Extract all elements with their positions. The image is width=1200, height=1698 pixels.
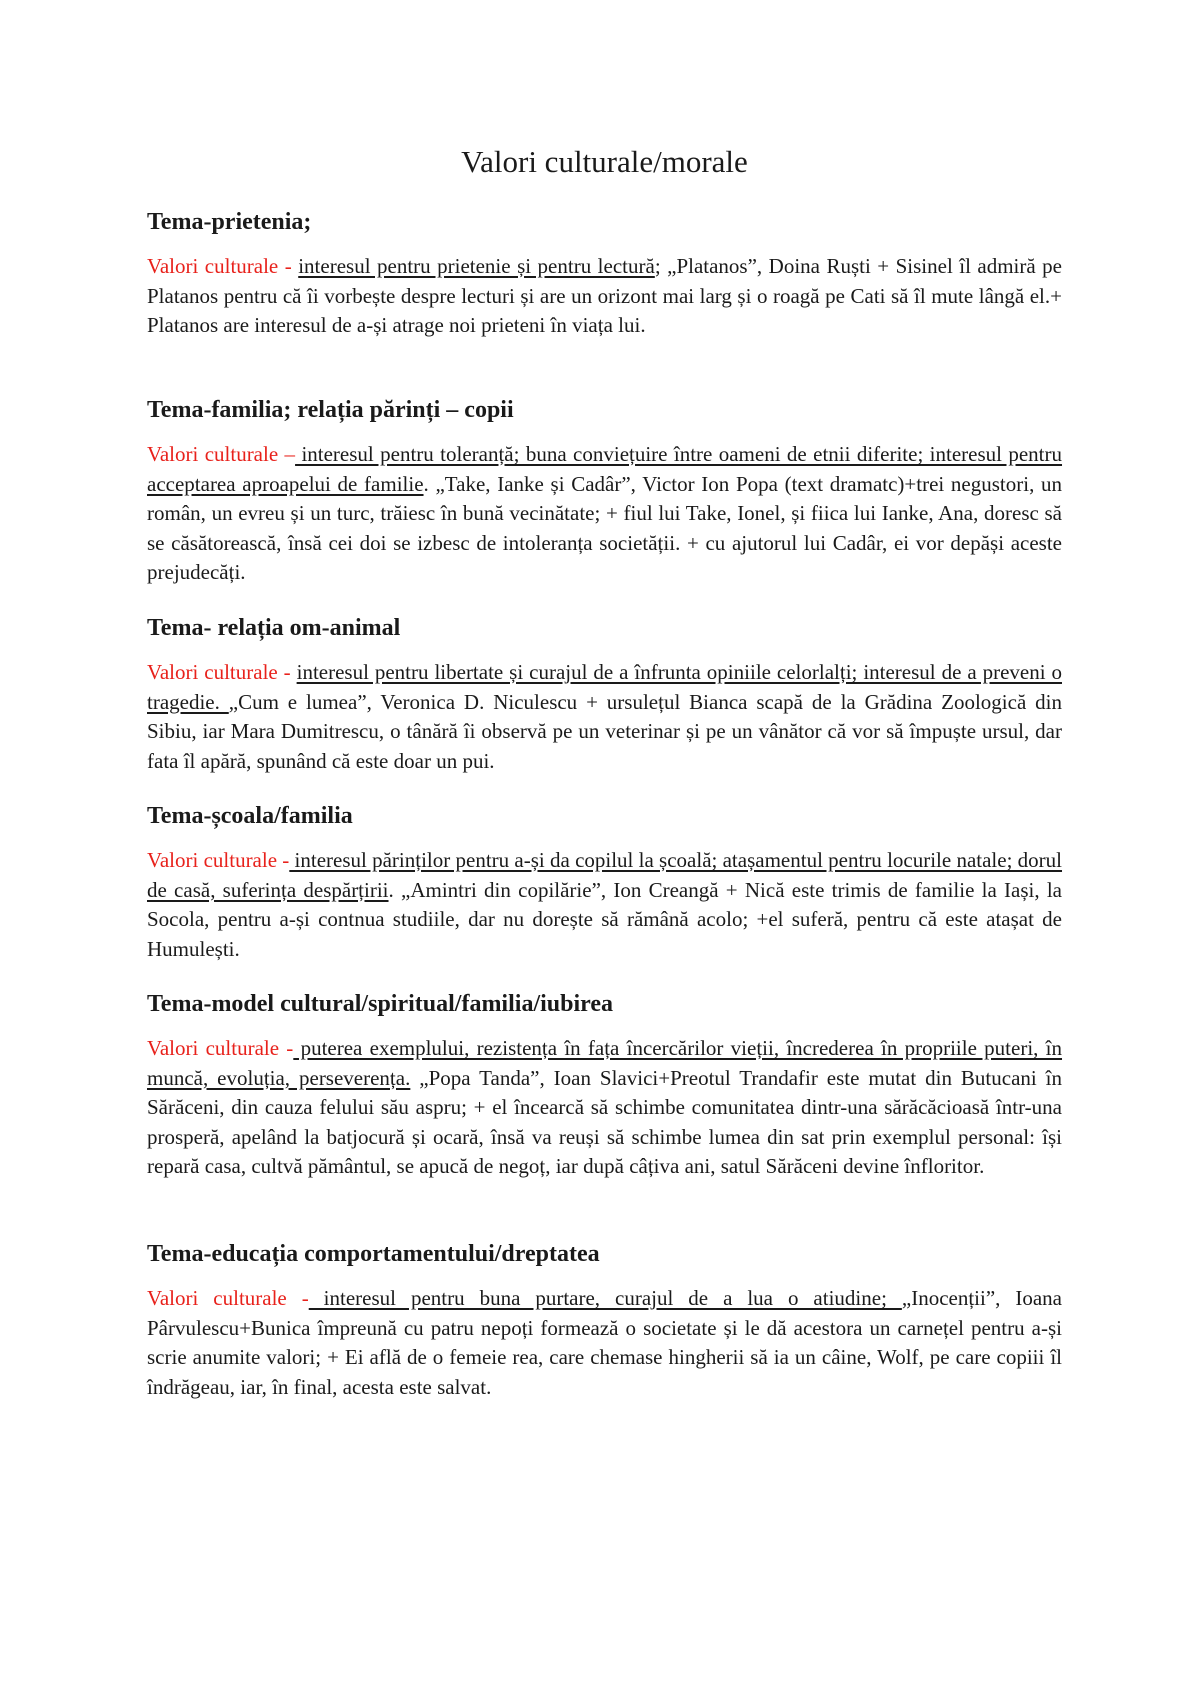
section-familia xyxy=(147,394,1062,588)
section-heading: Tema-școala/familia xyxy=(147,803,353,829)
underlined-values: interesul pentru libertate și curajul de a înfrunta opiniile celorlalți; interesul de a preveni o tragedie. xyxy=(147,660,1062,714)
section-paragraph xyxy=(147,846,1062,964)
section-model-cultural xyxy=(147,988,1062,1182)
section-heading: Tema-educația comportamentului/dreptatea xyxy=(147,1241,600,1267)
section-heading: Tema- relația om-animal xyxy=(147,615,401,641)
section-heading: Tema-model cultural/spiritual/familia/iubirea xyxy=(147,991,614,1017)
document-title: Valori culturale/morale xyxy=(461,144,748,179)
underlined-values: interesul pentru prietenie și pentru lectură xyxy=(298,254,655,278)
section-heading: Tema-familia; relația părinți – copii xyxy=(147,397,514,423)
section-paragraph xyxy=(147,1034,1062,1182)
label-dash: - xyxy=(279,1036,294,1060)
paragraph-text: „Popa Tanda”, Ioan Slavici+Preotul Trandafir este mutat din Butucani în Sărăceni, din cauza felului său aspru; + el încearcă să schimbe comunitatea dintr-una sărăcăcioasă într-una prosperă, apelând la batjocură și ocară, însă va reuși să schimbe lumea din sat prin exemplul personal: își repară casa, cultvă pământul, se apucă de negoț, iar după câțiva ani, satul Sărăceni devine înfloritor. xyxy=(147,1065,1062,1178)
section-paragraph xyxy=(147,440,1062,588)
section-educatia xyxy=(147,1238,1062,1402)
section-prietenia xyxy=(147,206,1062,341)
paragraph-text: . „Take, Ianke și Cadâr”, Victor Ion Popa (text dramatc)+trei negustori, un român, un evreu și un turc, trăiesc în bună vecinătate; + fiul lui Take, Ionel, și fiica lui Ianke, Ana, doresc să se căsătorească, însă cei doi se izbesc de intoleranța societății. + cu ajutorul lui Cadâr, ei vor depăși aceste prejudecăți. xyxy=(147,471,1062,584)
label-dash: - xyxy=(277,660,297,684)
underlined-values: interesul părinților pentru a-și da copilul la școală; atașamentul pentru locurile natale; dorul de casă, suferința despărțirii xyxy=(147,848,1063,902)
section-paragraph xyxy=(147,658,1062,776)
values-label: Valori culturale xyxy=(147,1036,280,1060)
values-label: Valori culturale xyxy=(147,254,279,278)
paragraph-text: . „Amintri din copilărie”, Ion Creangă + Nică este trimis de familie la Iași, la Socola, pentru a-și contnua studiile, dar nu dorește să rămână acolo; +el suferă, pentru că este atașat de Humulești. xyxy=(147,877,1062,961)
section-heading: Tema-prietenia; xyxy=(147,209,312,235)
values-label: Valori culturale xyxy=(147,442,279,466)
values-label: Valori culturale xyxy=(147,1286,287,1310)
section-paragraph xyxy=(147,252,1062,341)
values-label: Valori culturale xyxy=(147,660,278,684)
section-scoala-familia xyxy=(147,800,1062,964)
underlined-values: interesul pentru buna purtare, curajul de a lua o atiudine; xyxy=(308,1286,902,1310)
section-om-animal xyxy=(147,612,1062,776)
values-label: Valori culturale xyxy=(147,848,278,872)
label-dash: - xyxy=(278,254,299,278)
paragraph-text: „Cum e lumea”, Veronica D. Niculescu + ursulețul Bianca scapă de la Grădina Zoologică din Sibiu, iar Mara Dumitrescu, o tânără îi observă pe un veterinar și pe un vânător că vor să împuște ursul, dar fata îl apără, spunând că este doar un pui. xyxy=(147,689,1062,773)
label-dash: - xyxy=(277,848,290,872)
paragraph-text: „Inocenții”, Ioana Pârvulescu+Bunica împreună cu patru nepoți formează o societate și le dă acestora un carnețel pentru a-și scrie anumite valori; + Ei află de o femeie rea, care chemase hingherii să ia un câine, Wolf, pe care copiii îl îndrăgeau, iar, în final, acesta este salvat. xyxy=(147,1286,1063,1399)
label-dash: – xyxy=(278,442,296,466)
paragraph-text: ; „Platanos”, Doina Ruști + Sisinel îl admiră pe Platanos pentru că îi vorbește despre lecturi și are un orizont mai larg și o roagă pe Cati să îl mute lângă el.+ Platanos are interesul de a-și atrage noi prieteni în viața lui. xyxy=(147,254,1063,337)
label-dash: - xyxy=(286,1286,309,1310)
section-paragraph xyxy=(147,1284,1062,1402)
underlined-values: interesul pentru toleranță; buna conviețuire între oameni de etnii diferite; interesul pentru acceptarea aproapelui de familie xyxy=(147,442,1063,496)
underlined-values: puterea exemplului, rezistența în fața încercărilor vieții, încrederea în propriile puteri, în muncă, evoluția, perseverența. xyxy=(147,1036,1063,1090)
